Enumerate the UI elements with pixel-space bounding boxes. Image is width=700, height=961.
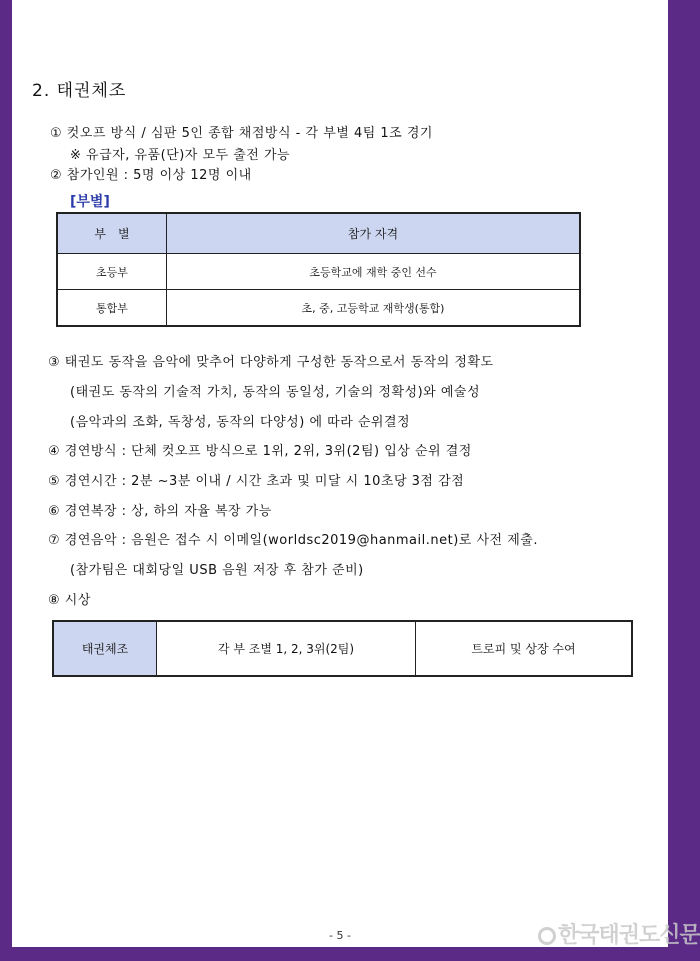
rule-line-7-cont: (참가팀은 대회당일 USB 음원 저장 후 참가 준비) xyxy=(70,563,364,578)
rule-line-8: ⑧ 시상 xyxy=(48,593,91,608)
table-cell: 통합부 xyxy=(57,290,167,327)
rule-note: ※ 유급자, 유품(단)자 모두 출전 가능 xyxy=(70,148,291,163)
award-rank-cell: 각 부 조별 1, 2, 3위(2팀) xyxy=(157,621,416,676)
page-number: - 5 - xyxy=(329,929,351,942)
table-header-cell: 부 별 xyxy=(57,213,167,254)
award-table xyxy=(52,620,633,677)
newspaper-logo-icon xyxy=(538,927,556,945)
table-row xyxy=(57,254,580,290)
rule-line-3-cont-2: (음악과의 조화, 독창성, 동작의 다양성) 에 따라 순위결정 xyxy=(70,415,411,430)
rule-line-3: ③ 태권도 동작을 음악에 맞추어 다양하게 구성한 동작으로서 동작의 정확도 xyxy=(48,355,494,370)
section-title: 2. 태권체조 xyxy=(32,81,127,101)
table-cell: 초, 중, 고등학교 재학생(통합) xyxy=(167,290,581,327)
table-row xyxy=(53,621,632,676)
document-page xyxy=(12,0,700,948)
rule-line-1: ① 컷오프 방식 / 심판 5인 종합 채점방식 - 각 부별 4팀 1조 경기 xyxy=(50,126,433,141)
table-header-row xyxy=(57,213,580,254)
watermark xyxy=(538,918,700,949)
table-row xyxy=(57,290,580,327)
division-heading: [부별] xyxy=(70,194,110,210)
rule-line-4: ④ 경연방식 : 단체 컷오프 방식으로 1위, 2위, 3위(2팀) 입상 순위 결정 xyxy=(48,444,472,459)
rule-line-3-cont-1: (태권도 동작의 기술적 가치, 동작의 동일성, 기술의 정확성)와 예술성 xyxy=(70,385,481,400)
award-category-cell: 태권체조 xyxy=(53,621,157,676)
table-cell: 초등학교에 재학 중인 선수 xyxy=(167,254,581,290)
rule-line-5: ⑤ 경연시간 : 2분 ~3분 이내 / 시간 초과 및 미달 시 10초당 3점 감점 xyxy=(48,474,465,489)
table-header-cell: 참가 자격 xyxy=(167,213,581,254)
division-table xyxy=(56,212,581,327)
table-cell: 초등부 xyxy=(57,254,167,290)
watermark-text: 한국태권도신문 xyxy=(558,923,700,948)
rule-line-6: ⑥ 경연복장 : 상, 하의 자율 복장 가능 xyxy=(48,504,272,519)
rule-line-2: ② 참가인원 : 5명 이상 12명 이내 xyxy=(50,168,252,183)
award-prize-cell: 트로피 및 상장 수여 xyxy=(416,621,633,676)
rule-line-7: ⑦ 경연음악 : 음원은 접수 시 이메일(worldsc2019@hanmail.net)로 사전 제출. xyxy=(48,533,538,548)
